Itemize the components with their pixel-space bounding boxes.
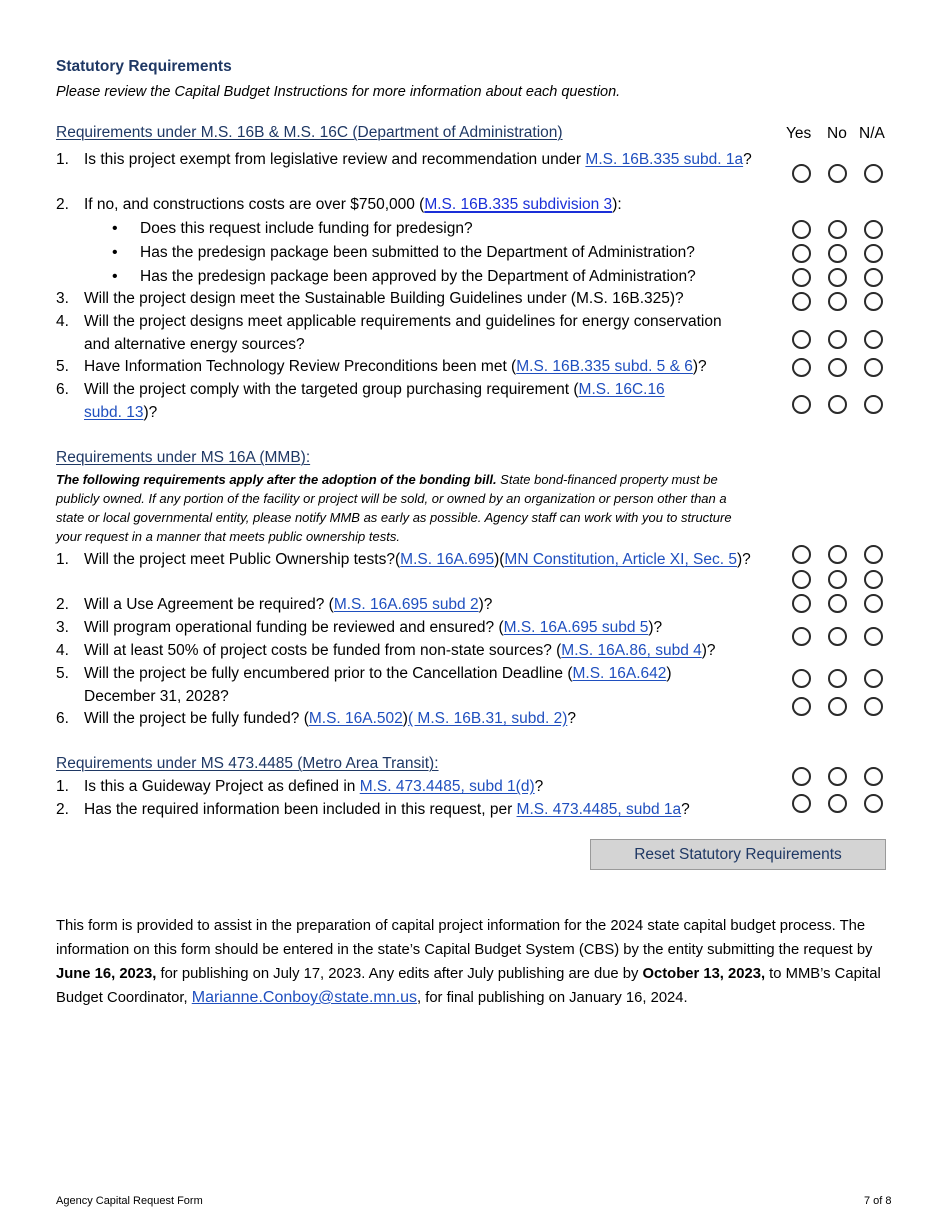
- radio-row11-na[interactable]: [864, 594, 883, 613]
- radio-row8-yes[interactable]: [792, 395, 811, 414]
- radio-row12-no[interactable]: [828, 627, 847, 646]
- radio-row12-na[interactable]: [864, 627, 883, 646]
- section-heading-mmb: Requirements under MS 16A (MMB):: [56, 449, 311, 466]
- reset-statutory-requirements-button[interactable]: Reset Statutory Requirements: [590, 839, 886, 870]
- radio-row10-yes[interactable]: [792, 570, 811, 589]
- section-heading-metro-transit: Requirements under MS 473.4485 (Metro Area Transit):: [56, 755, 439, 772]
- radio-row5-yes[interactable]: [792, 292, 811, 311]
- col-na-label: N/A: [859, 125, 885, 142]
- radio-row8-na[interactable]: [864, 395, 883, 414]
- radio-row16-na[interactable]: [864, 794, 883, 813]
- column-labels: [786, 125, 896, 145]
- link-ms-16a86-subd4[interactable]: M.S. 16A.86, subd 4: [561, 642, 702, 659]
- radio-row11-no[interactable]: [828, 594, 847, 613]
- radio-row4-na[interactable]: [864, 268, 883, 287]
- radio-row15-yes[interactable]: [792, 767, 811, 786]
- radio-row7-yes[interactable]: [792, 358, 811, 377]
- radio-row1-na[interactable]: [864, 164, 883, 183]
- link-ms-16a695-subd2[interactable]: M.S. 16A.695 subd 2: [333, 596, 479, 613]
- footer-form-name: Agency Capital Request Form: [56, 1195, 203, 1207]
- radio-row15-no[interactable]: [828, 767, 847, 786]
- radio-row16-yes[interactable]: [792, 794, 811, 813]
- link-ms-16a642[interactable]: M.S. 16A.642: [572, 665, 667, 682]
- link-ms-16c16-subd13[interactable]: M.S. 16C.16 subd. 13: [84, 381, 665, 421]
- page-subtitle: Please review the Capital Budget Instructions for more information about each question.: [56, 84, 621, 100]
- radio-row12-yes[interactable]: [792, 627, 811, 646]
- page-title: Statutory Requirements: [56, 58, 232, 75]
- radio-row10-na[interactable]: [864, 570, 883, 589]
- radio-row5-no[interactable]: [828, 292, 847, 311]
- radio-row8-no[interactable]: [828, 395, 847, 414]
- col-no-label: No: [827, 125, 847, 142]
- link-ms-16a502[interactable]: M.S. 16A.502: [308, 710, 403, 727]
- col-yes-label: Yes: [786, 125, 812, 142]
- radio-row13-yes[interactable]: [792, 669, 811, 688]
- section-heading-admin: Requirements under M.S. 16B & M.S. 16C (Department of Administration): [56, 124, 563, 141]
- link-ms-16b335-subd1a[interactable]: M.S. 16B.335 subd. 1a: [585, 151, 744, 168]
- radio-row2-na[interactable]: [864, 220, 883, 239]
- question-admin-1: 1. Is this project exempt from legislative review and recommendation under M.S. 16B.335 subd. 1a?: [56, 151, 752, 168]
- link-ms-16b335-subd5-6[interactable]: M.S. 16B.335 subd. 5 & 6: [516, 358, 693, 375]
- radio-row14-na[interactable]: [864, 697, 883, 716]
- radio-row11-yes[interactable]: [792, 594, 811, 613]
- form-instructions: This form is provided to assist in the preparation of capital project information for the 2024 state capital budget process. The information on this form should be entered in the state’s Capital Budget System (CBS) by the entity submitting the request by June 16, 2023, for publishing on July 17, 2023. Any edits after July publishing are due by October 13, 2023, to MMB’s Capital Budget Coordinator, Marianne.Conboy@state.mn.us, for final publishing on January 16, 2024.: [56, 918, 881, 1006]
- radio-row16-no[interactable]: [828, 794, 847, 813]
- radio-row7-na[interactable]: [864, 358, 883, 377]
- radio-row5-na[interactable]: [864, 292, 883, 311]
- link-ms-4734485-subd1d[interactable]: M.S. 473.4485, subd 1(d): [359, 778, 535, 795]
- radio-row6-na[interactable]: [864, 330, 883, 349]
- radio-row1-no[interactable]: [828, 164, 847, 183]
- radio-row2-yes[interactable]: [792, 220, 811, 239]
- radio-row3-na[interactable]: [864, 244, 883, 263]
- radio-row14-no[interactable]: [828, 697, 847, 716]
- radio-row9-na[interactable]: [864, 545, 883, 564]
- radio-row13-na[interactable]: [864, 669, 883, 688]
- link-ms-16b31-subd2[interactable]: ( M.S. 16B.31, subd. 2): [407, 710, 568, 727]
- radio-row7-no[interactable]: [828, 358, 847, 377]
- radio-row13-no[interactable]: [828, 669, 847, 688]
- radio-row15-na[interactable]: [864, 767, 883, 786]
- radio-row4-yes[interactable]: [792, 268, 811, 287]
- coordinator-email-link[interactable]: Marianne.Conboy@state.mn.us: [191, 989, 417, 1006]
- radio-row4-no[interactable]: [828, 268, 847, 287]
- radio-row3-no[interactable]: [828, 244, 847, 263]
- link-mn-constitution-article-xi[interactable]: MN Constitution, Article XI, Sec. 5: [504, 551, 737, 568]
- radio-row9-no[interactable]: [828, 545, 847, 564]
- footer-page-number: 7 of 8: [864, 1195, 892, 1207]
- radio-row6-no[interactable]: [828, 330, 847, 349]
- radio-row3-yes[interactable]: [792, 244, 811, 263]
- radio-row10-no[interactable]: [828, 570, 847, 589]
- radio-row6-yes[interactable]: [792, 330, 811, 349]
- radio-row2-no[interactable]: [828, 220, 847, 239]
- link-ms-16b335-subdivision3[interactable]: M.S. 16B.335 subdivision 3: [424, 196, 613, 213]
- radio-row9-yes[interactable]: [792, 545, 811, 564]
- mmb-note: The following requirements apply after the adoption of the bonding bill. State bond-financed property must be publicly owned. If any portion of the facility or project will be sold, or owned by an organization or person other than a state or local governmental entity, please notify MMB as early as possible. Agency staff can work with you to structure your request in a manner that meets public ownership tests.: [56, 472, 732, 544]
- radio-row14-yes[interactable]: [792, 697, 811, 716]
- radio-row1-yes[interactable]: [792, 164, 811, 183]
- link-ms-16a695-subd5[interactable]: M.S. 16A.695 subd 5: [503, 619, 649, 636]
- link-ms-4734485-subd1a[interactable]: M.S. 473.4485, subd 1a: [516, 801, 682, 818]
- link-ms-16a695[interactable]: M.S. 16A.695: [400, 551, 495, 568]
